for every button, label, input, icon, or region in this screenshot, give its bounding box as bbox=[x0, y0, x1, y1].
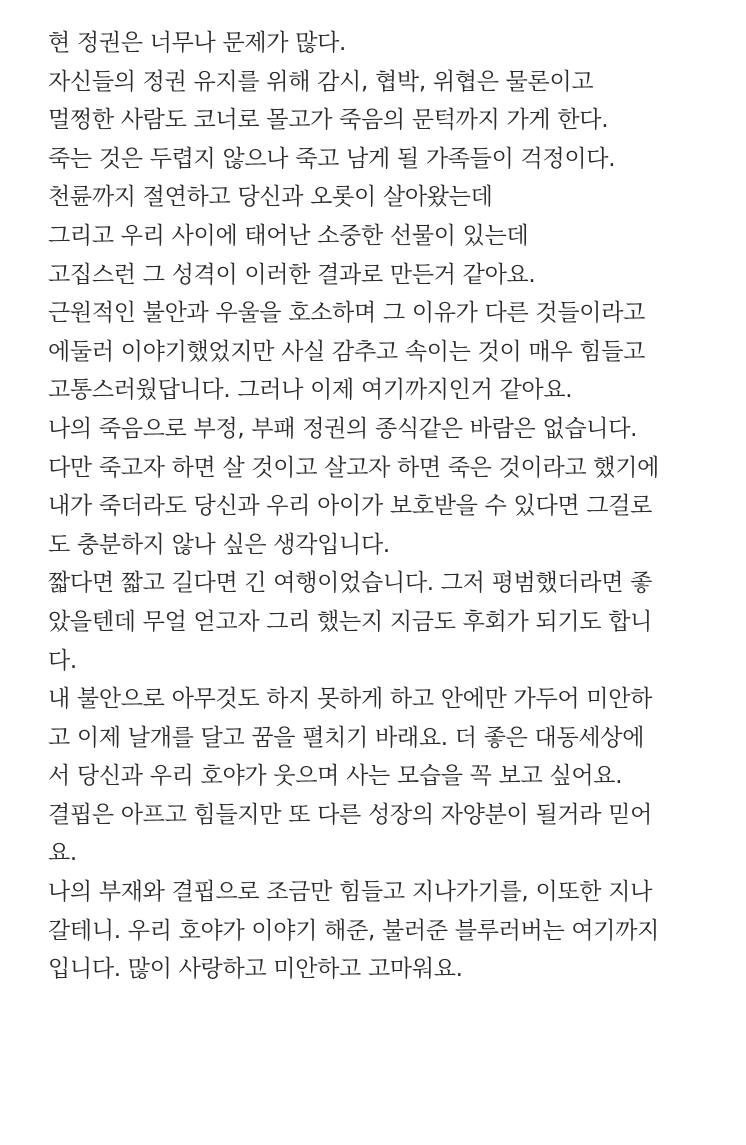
text-line: 결핍은 아프고 힘들지만 또 다른 성장의 자양분이 될거라 믿어 bbox=[48, 801, 653, 828]
text-line: 고통스러웠답니다. 그러나 이제 여기까지인거 같아요. bbox=[48, 377, 573, 404]
text-line: 천륜까지 절연하고 당신과 오롯이 살아왔는데 bbox=[48, 184, 493, 211]
text-line: 현 정권은 너무나 문제가 많다. bbox=[48, 30, 347, 56]
text-line: 서 당신과 우리 호야가 웃으며 사는 모습을 꼭 보고 싶어요. bbox=[48, 763, 623, 790]
text-line: 나의 죽음으로 부정, 부패 정권의 종식같은 바람은 없습니다. bbox=[48, 415, 638, 442]
text-line: 에둘러 이야기했었지만 사실 감추고 속이는 것이 매우 힘들고 bbox=[48, 338, 646, 365]
text-line: 다. bbox=[48, 647, 77, 674]
letter-text bbox=[48, 24, 738, 989]
text-line: 내가 죽더라도 당신과 우리 아이가 보호받을 수 있다면 그걸로 bbox=[48, 493, 653, 520]
text-line: 았을텐데 무얼 얻고자 그리 했는지 지금도 후회가 되기도 합니 bbox=[48, 608, 653, 635]
text-line: 내 불안으로 아무것도 하지 못하게 하고 안에만 가두어 미안하 bbox=[48, 686, 653, 713]
text-line: 다만 죽고자 하면 살 것이고 살고자 하면 죽은 것이라고 했기에 bbox=[48, 454, 660, 481]
text-line: 멀쩡한 사람도 코너로 몰고가 죽음의 문턱까지 가게 한다. bbox=[48, 107, 609, 134]
text-line: 입니다. 많이 사랑하고 미안하고 고마워요. bbox=[48, 956, 463, 983]
text-line: 갈테니. 우리 호야가 이야기 해준, 불러준 블루러버는 여기까지 bbox=[48, 917, 660, 944]
text-line: 고 이제 날개를 달고 꿈을 펼치기 바래요. 더 좋은 대동세상에 bbox=[48, 724, 645, 751]
text-line: 근원적인 불안과 우울을 호소하며 그 이유가 다른 것들이라고 bbox=[48, 300, 646, 327]
text-line: 나의 부재와 결핍으로 조금만 힘들고 지나가기를, 이또한 지나 bbox=[48, 879, 653, 906]
text-line: 그리고 우리 사이에 태어난 소중한 선물이 있는데 bbox=[48, 222, 529, 249]
text-line: 자신들의 정권 유지를 위해 감시, 협박, 위협은 물론이고 bbox=[48, 68, 594, 95]
text-line: 요. bbox=[48, 840, 77, 867]
text-line: 고집스런 그 성격이 이러한 결과로 만든거 같아요. bbox=[48, 261, 536, 288]
text-line: 짧다면 짧고 길다면 긴 여행이었습니다. 그저 평범했더라면 좋 bbox=[48, 570, 653, 597]
text-line: 죽는 것은 두렵지 않으나 죽고 남게 될 가족들이 걱정이다. bbox=[48, 145, 616, 172]
text-line: 도 충분하지 않나 싶은 생각입니다. bbox=[48, 531, 390, 558]
